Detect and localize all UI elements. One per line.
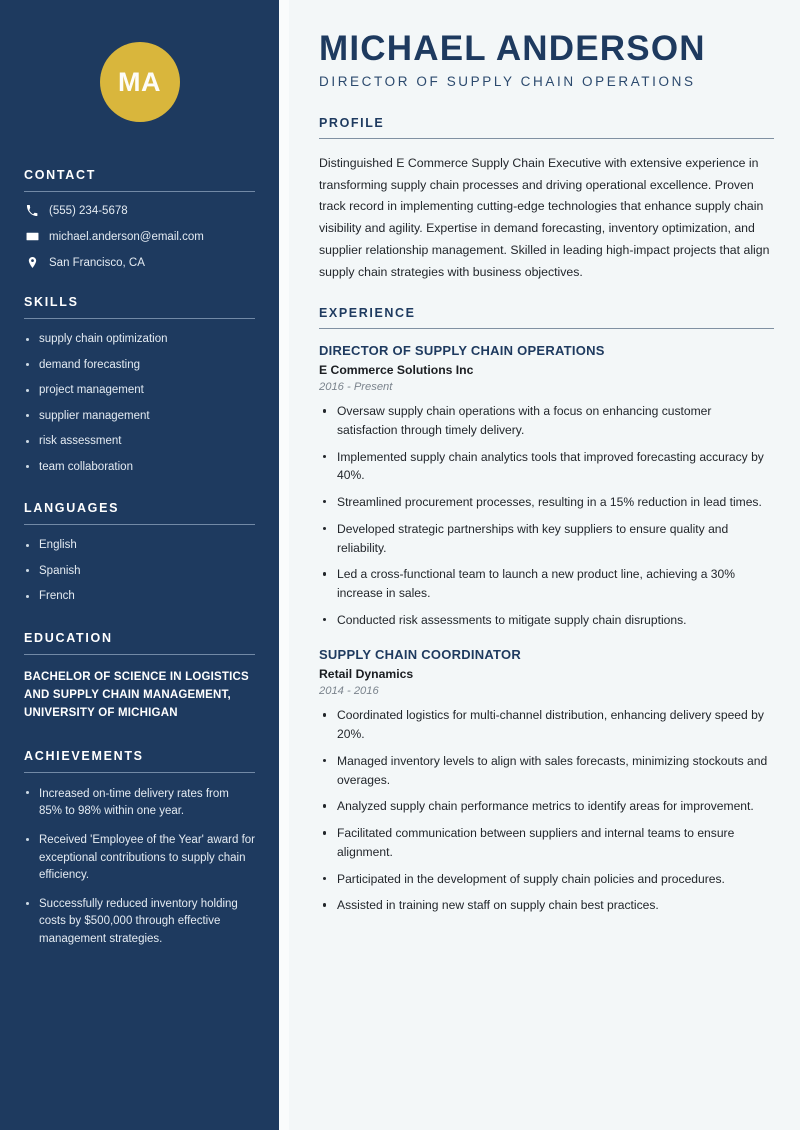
education-heading: EDUCATION — [24, 630, 113, 645]
job-bullet-list — [319, 402, 774, 629]
languages-list — [24, 538, 255, 605]
list-item: Conducted risk assessments to mitigate supply chain disruptions. — [319, 611, 774, 630]
sidebar-section-contact — [24, 168, 255, 269]
list-item: Increased on-time delivery rates from 85% to 98% within one year. — [24, 786, 255, 821]
email-icon — [24, 230, 40, 243]
experience-entry — [319, 647, 774, 915]
list-item: Analyzed supply chain performance metrics to identify areas for improvement. — [319, 797, 774, 816]
list-item: French — [24, 589, 255, 605]
skills-heading: SKILLS — [24, 295, 79, 309]
list-item: Assisted in training new staff on supply chain best practices. — [319, 896, 774, 915]
page-title: MICHAEL ANDERSON — [319, 29, 706, 68]
list-item: project management — [24, 383, 255, 399]
achievements-heading: ACHIEVEMENTS — [24, 748, 144, 763]
main-section-profile — [319, 116, 774, 284]
list-item: Led a cross-functional team to launch a new product line, achieving a 30% increase in sales. — [319, 565, 774, 602]
contact-heading: CONTACT — [24, 168, 97, 182]
list-item: demand forecasting — [24, 358, 255, 374]
achievements-divider — [24, 772, 255, 773]
languages-divider — [24, 524, 255, 525]
contact-item-email — [24, 230, 255, 243]
languages-heading: LANGUAGES — [24, 501, 120, 516]
avatar: MA — [100, 42, 180, 122]
list-item: Participated in the development of supply chain policies and procedures. — [319, 870, 774, 889]
sidebar-section-skills — [24, 295, 255, 475]
experience-entry — [319, 343, 774, 629]
list-item: supplier management — [24, 409, 255, 425]
education-entry: BACHELOR OF SCIENCE IN LOGISTICS AND SUPPLY CHAIN MANAGEMENT, UNIVERSITY OF MICHIGAN — [24, 670, 249, 720]
list-item: Implemented supply chain analytics tools that improved forecasting accuracy by 40%. — [319, 448, 774, 485]
contact-phone-value: (555) 234-5678 — [49, 205, 128, 217]
sidebar-section-languages — [24, 501, 255, 605]
list-item: Successfully reduced inventory holding costs by $500,000 through effective management strategies. — [24, 896, 255, 948]
experience-divider — [319, 328, 774, 329]
list-item: English — [24, 538, 255, 554]
contact-email-value: michael.anderson@email.com — [49, 230, 204, 243]
sidebar — [0, 0, 279, 1130]
list-item: Managed inventory levels to align with sales forecasts, minimizing stockouts and overages. — [319, 752, 774, 789]
list-item: Developed strategic partnerships with key suppliers to ensure quality and reliability. — [319, 520, 774, 557]
contact-location-value: San Francisco, CA — [49, 256, 145, 269]
list-item: supply chain optimization — [24, 332, 255, 348]
list-item: Coordinated logistics for multi-channel distribution, enhancing delivery speed by 20%. — [319, 706, 774, 743]
job-dates: 2016 - Present — [319, 381, 393, 394]
job-role: SUPPLY CHAIN COORDINATOR — [319, 647, 521, 663]
job-role: DIRECTOR OF SUPPLY CHAIN OPERATIONS — [319, 343, 605, 359]
list-item: Received 'Employee of the Year' award for exceptional contributions to supply chain efficiency. — [24, 832, 255, 884]
skills-list — [24, 332, 255, 475]
job-dates: 2014 - 2016 — [319, 685, 379, 698]
list-item: Facilitated communication between suppliers and internal teams to ensure alignment. — [319, 824, 774, 861]
sidebar-edge-strip — [279, 0, 289, 1130]
avatar-container — [24, 0, 255, 168]
list-item: team collaboration — [24, 460, 255, 476]
profile-heading: PROFILE — [319, 115, 385, 130]
profile-divider — [319, 138, 774, 139]
profile-text: Distinguished E Commerce Supply Chain Executive with extensive experience in transforming supply chain processes and driving operational excellence. Proven track record in implementing cutting-edge technologies that enhance supply chain visibility and agility. Expertise in demand forecasting, inventory optimization, and supplier relationship management. Skilled in leading high-impact projects that align supply chain strategies with business objectives. — [319, 155, 770, 280]
contact-item-phone — [24, 205, 255, 217]
phone-icon — [24, 205, 40, 217]
contact-divider — [24, 191, 255, 192]
experience-heading: EXPERIENCE — [319, 305, 416, 320]
main-section-experience — [319, 306, 774, 915]
list-item: Streamlined procurement processes, resulting in a 15% reduction in lead times. — [319, 493, 774, 512]
job-company: E Commerce Solutions Inc — [319, 363, 474, 378]
list-item: Oversaw supply chain operations with a focus on enhancing customer satisfaction through timely delivery. — [319, 402, 774, 439]
sidebar-section-education — [24, 631, 255, 723]
list-item: Spanish — [24, 564, 255, 580]
job-bullet-list — [319, 706, 774, 915]
location-pin-icon — [24, 256, 40, 269]
achievements-list — [24, 786, 255, 948]
list-item: risk assessment — [24, 434, 255, 450]
contact-item-location — [24, 256, 255, 269]
education-divider — [24, 654, 255, 655]
job-company: Retail Dynamics — [319, 667, 414, 682]
main-content — [289, 0, 800, 1130]
header-subtitle: DIRECTOR OF SUPPLY CHAIN OPERATIONS — [319, 73, 696, 89]
sidebar-section-achievements — [24, 749, 255, 948]
skills-divider — [24, 318, 255, 319]
